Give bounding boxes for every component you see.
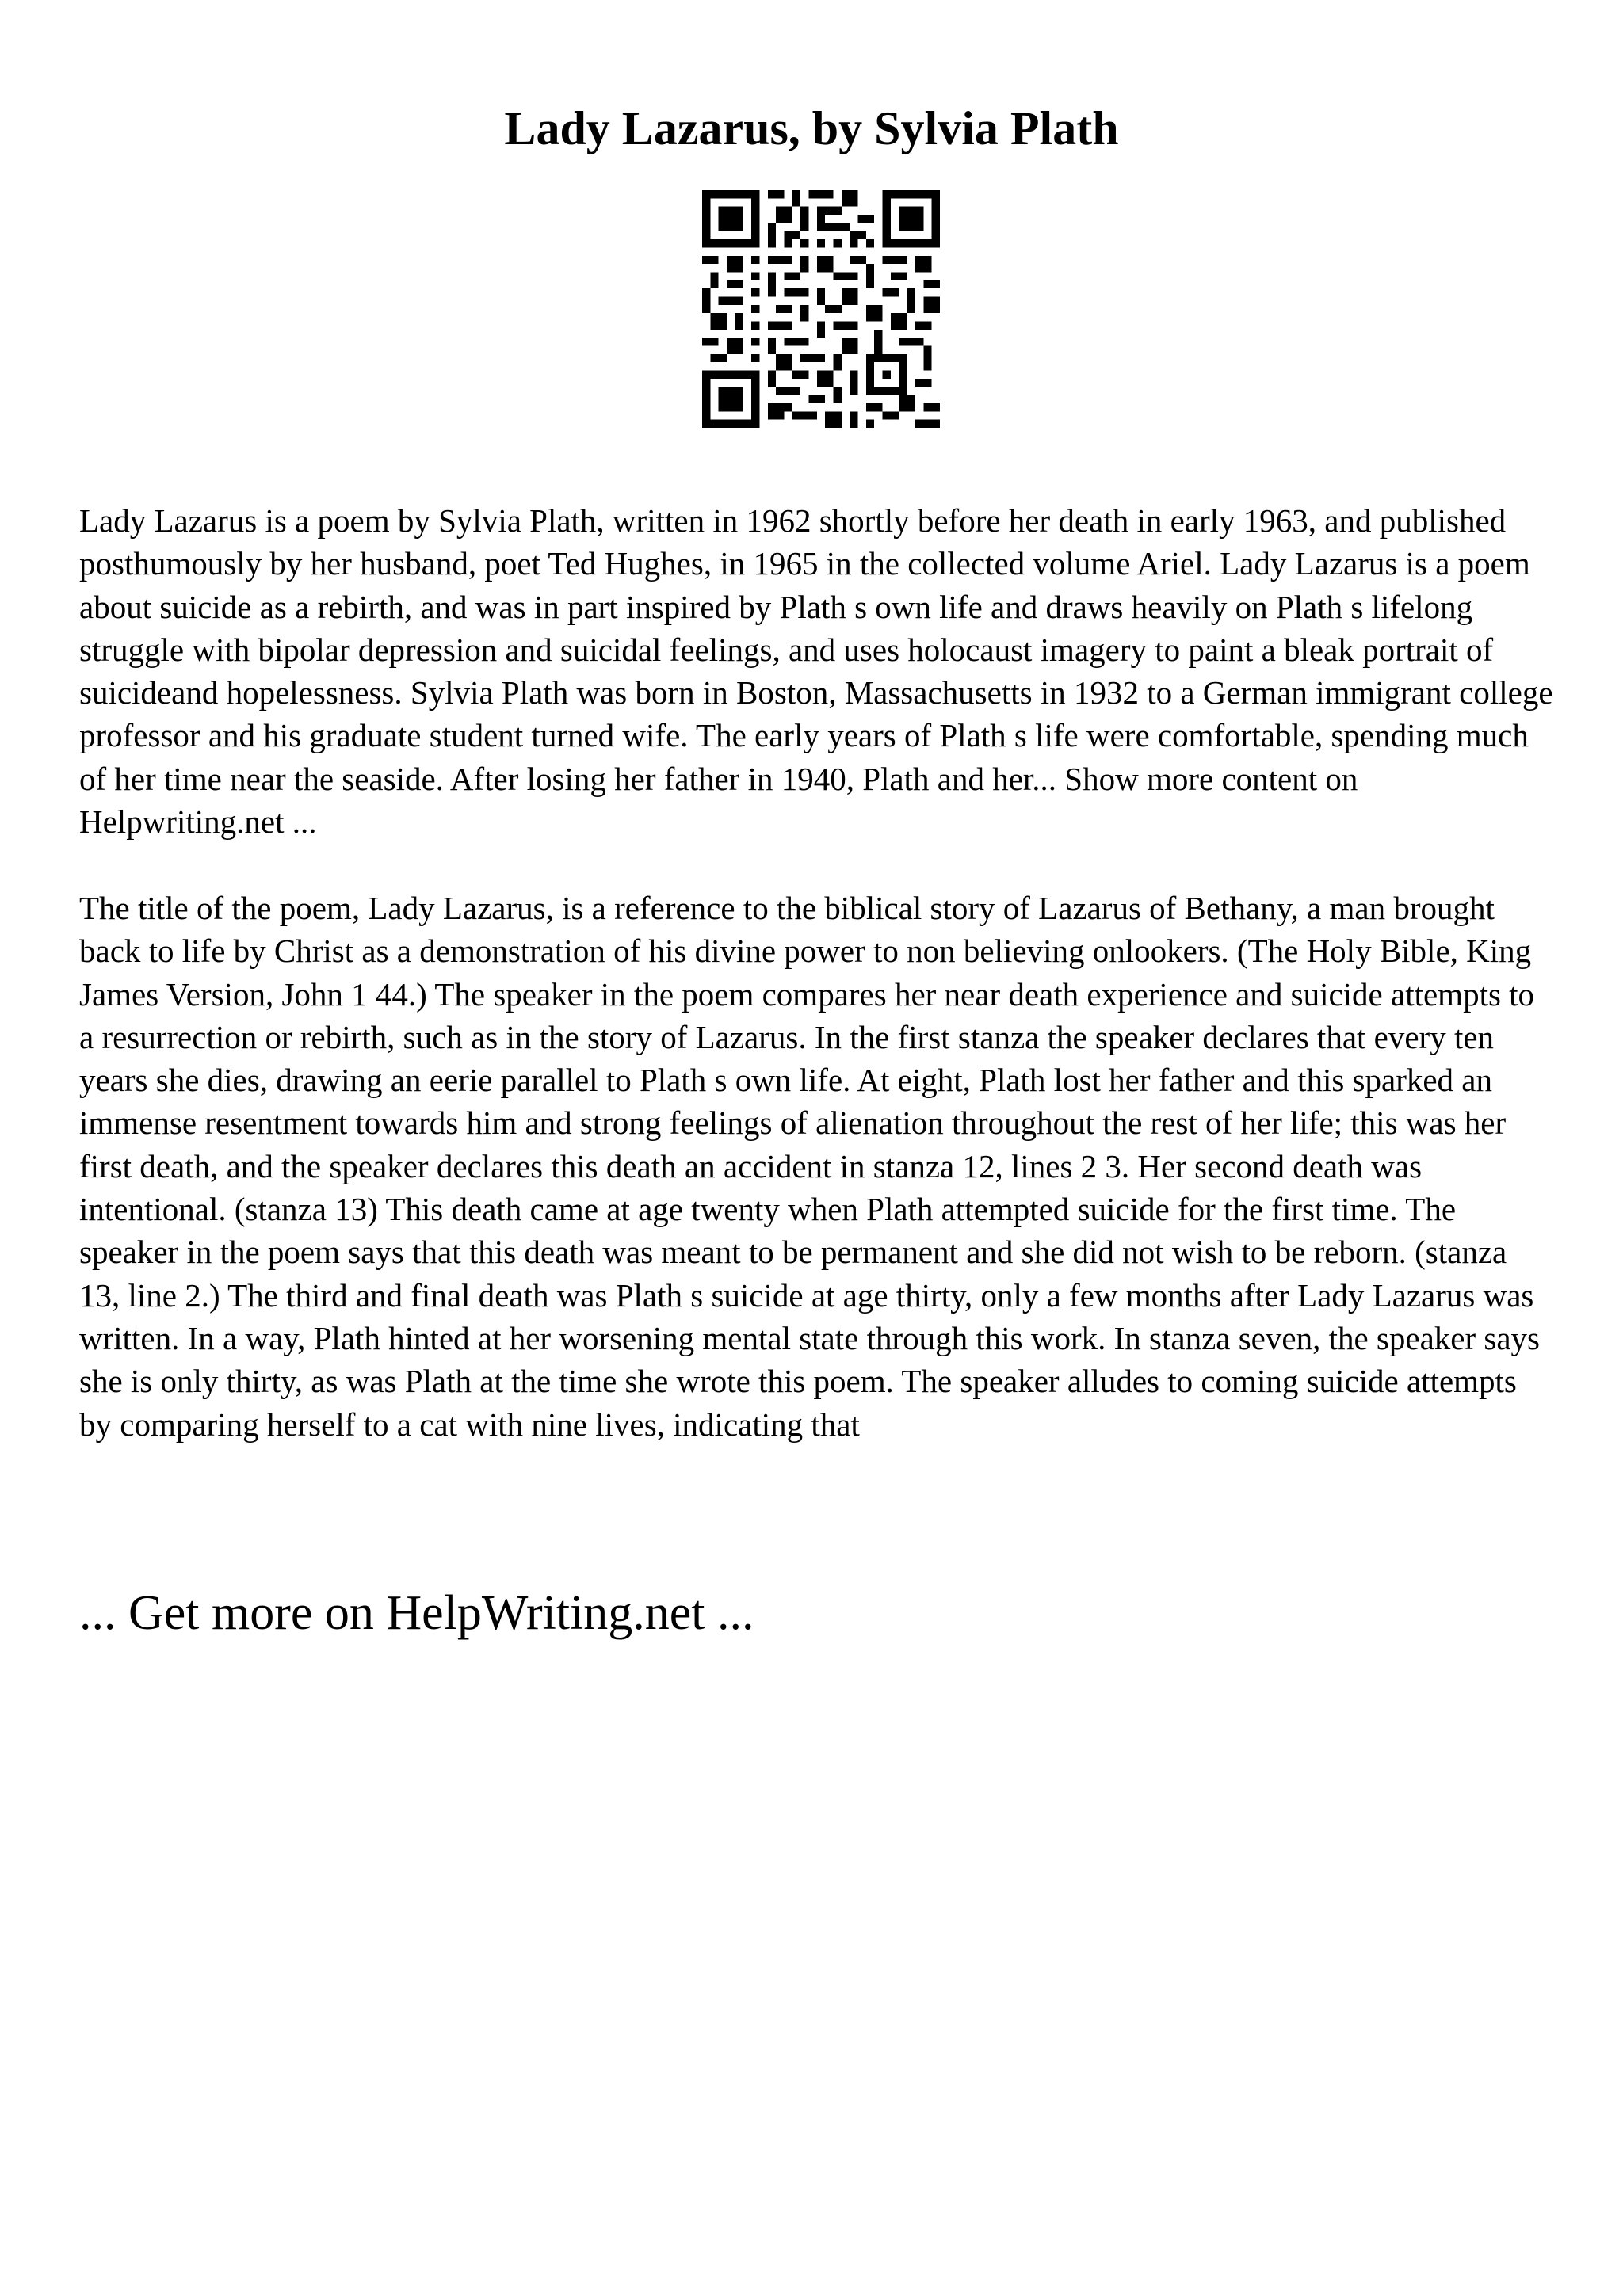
body-paragraph-intro: Lady Lazarus is a poem by Sylvia Plath, written in 1962 shortly before her death in early 1963, and published posthumously by her husband, poet Ted Hughes, in 1965 in the collected volume Ariel. Lady Lazarus is a poem about suicide as a rebirth, and was in part inspired by Plath s own life and draws heavily on Plath s lifelong struggle with bipolar depression and suicidal feelings, and uses holocaust imagery to paint a bleak portrait of suicideand hopelessness. Sylvia Plath was born in Boston, Massachusetts in 1932 to a German immigrant college professor and his graduate student turned wife. The early years of Plath s life were comfortable, spending much of her time near the seaside. After losing her father in 1940, Plath and her... Show more content on Helpwriting.net ... [79, 502, 1553, 841]
qr-code-icon[interactable] [702, 190, 940, 428]
get-more-link[interactable]: ... Get more on HelpWriting.net ... [79, 1586, 754, 1640]
page-title: Lady Lazarus, by Sylvia Plath [504, 102, 1119, 154]
body-paragraph-analysis: The title of the poem, Lady Lazarus, is a reference to the biblical story of Lazarus of Bethany, a man brought back to life by Christ as a demonstration of his divine power to non believing onlookers. (The Holy Bible, King James Version, John 1 44.) The speaker in the poem compares her near death experience and suicide attempts to a resurrection or rebirth, such as in the story of Lazarus. In the first stanza the speaker declares that every ten years she dies, drawing an eerie parallel to Plath s own life. At eight, Plath lost her father and this sparked an immense resentment towards him and strong feelings of alienation throughout the rest of her life; this was her first death, and the speaker declares this death an accident in stanza 12, lines 2 3. Her second death was intentional. (stanza 13) This death came at age twenty when Plath attempted suicide for the first time. The speaker in the poem says that this death was meant to be permanent and she did not wish to be reborn. (stanza 13, line 2.) The third and final death was Plath s suicide at age thirty, only a few months after Lady Lazarus was written. In a way, Plath hinted at her worsening mental state through this work. In stanza seven, the speaker says she is only thirty, as was Plath at the time she wrote this poem. The speaker alludes to coming suicide attempts by comparing herself to a cat with nine lives, indicating that [79, 890, 1540, 1443]
